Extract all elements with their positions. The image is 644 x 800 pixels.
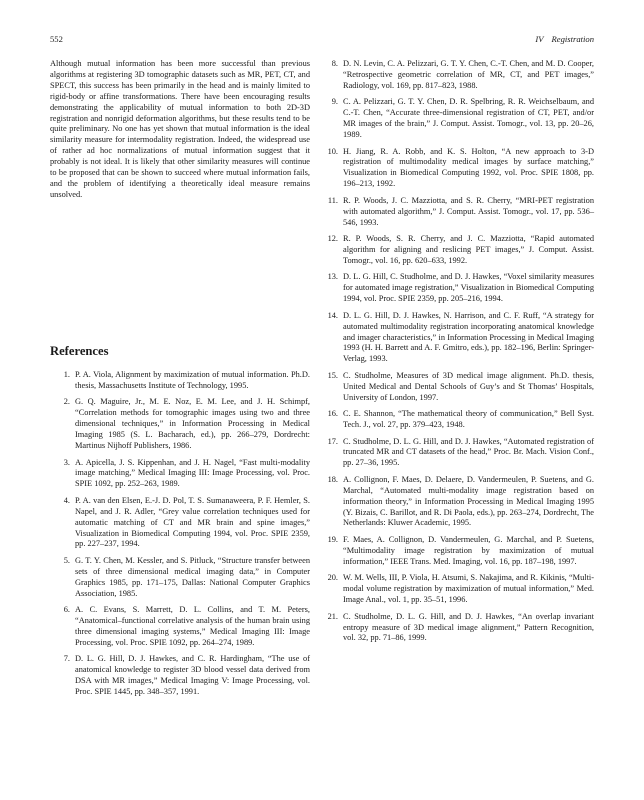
reference-item — [316, 437, 594, 470]
reference-list-left — [50, 370, 310, 704]
reference-number: 8. — [331, 59, 338, 68]
reference-text: D. L. G. Hill, D. J. Hawkes, N. Harrison, and C. F. Ruff, “A strategy for automated multimodality registration incorporating anatomical knowledge and imager characteristics,” in Information Processing in Medical Imaging 1993 (H. H. Barrett and A. F. Gmitro, eds.), pp. 182–196, Berlin: Springer-Verlag, 1993. — [343, 310, 594, 364]
reference-number: 3. — [63, 457, 70, 467]
reference-text: D. L. G. Hill, D. J. Hawkes, and C. R. Hardingham, “The use of anatomical knowledge to register 3D blood vessel data derived from DSA with MR images,” Medical Imaging V: Image Processing, vol. Proc. SPIE 1445, pp. 348–357, 1991. — [75, 654, 310, 697]
reference-number: 1. — [63, 370, 70, 379]
reference-item — [50, 370, 310, 392]
reference-number: 16. — [327, 409, 338, 419]
reference-text: C. Studholme, Measures of 3D medical image alignment. Ph.D. thesis, United Medical and Dental Schools of Guy’s and St Thomas’ Hospitals, University of London, 1997. — [343, 370, 594, 402]
reference-item — [316, 196, 594, 229]
reference-item — [50, 458, 310, 491]
references-heading: References — [50, 344, 109, 358]
reference-item — [316, 272, 594, 305]
reference-item — [316, 371, 594, 404]
intro-paragraph: Although mutual information has been more successful than previous algorithms at registering 3D tomographic datasets such as MR, PET, CT, and SPECT, this success has been primarily in the head and is mainly limited to rigid-body or affine transformations. There have been encouraging results demonstrating the applicability of mutual information to both 2D-3D registration and nonrigid deformation algorithms, but these results tend to be quite preliminary. No one has yet shown that mutual information is the ideal similarity measure for intermodality registration. Indeed, the widespread use of rather ad hoc normalizations of mutual information suggest that it probably is not ideal. It is likely that other similarity measures will continue to be proposed that can be shown to succeed where mutual information fails, and the problem of identifying a theoretically ideal measure remains unsolved. — [50, 59, 310, 199]
reference-number: 11. — [327, 195, 338, 205]
reference-text: F. Maes, A. Collignon, D. Vandermeulen, G. Marchal, and P. Suetens, “Multimodality image registration by maximization of mutual information,” IEEE Trans. Med. Imaging, vol. 16, pp. 187–198, 1997. — [343, 534, 594, 566]
section-number: IV — [535, 34, 544, 44]
reference-number: 18. — [327, 474, 338, 484]
reference-number: 2. — [63, 397, 70, 407]
section-title: Registration — [551, 34, 594, 44]
reference-text: D. L. G. Hill, C. Studholme, and D. J. Hawkes, “Voxel similarity measures for automated image registration,” Visualization in Biomedical Computing 1994, vol. Proc. SPIE 2359, pp. 205–216, 1994. — [343, 272, 594, 304]
reference-item — [316, 612, 594, 645]
running-header — [50, 34, 594, 50]
reference-text: A. Collignon, F. Maes, D. Delaere, D. Vandermeulen, P. Suetens, and G. Marchal, “Automated multi-modality image registration based on information theory,” in Information Processing in Medical Imaging 1995 (Y. Bizais, C. Barillot, and R. Di Paola, eds.), pp. 263–274, Dordrecht, The Netherlands: Kluwer Academic, 1995. — [343, 474, 594, 528]
reference-text: C. A. Pelizzari, G. T. Y. Chen, D. R. Spelbring, R. R. Weichselbaum, and C.-T. Chen, “Accurate three-dimensional registration of CT, PET, and/or MR images of the brain,” J. Comput. Assist. Tomogr., vol. 13, pp. 20–26, 1989. — [343, 97, 594, 140]
page — [50, 34, 594, 697]
reference-text: C. E. Shannon, “The mathematical theory of communication,” Bell Syst. Tech. J., vol. 27, pp. 379–423, 1948. — [343, 409, 594, 430]
reference-text: C. Studholme, D. L. G. Hill, and D. J. Hawkes, “Automated registration of truncated MR and CT datasets of the head,” Proc. Br. Mach. Vision Conf., pp. 27–36, 1995. — [343, 436, 594, 468]
reference-text: R. P. Woods, S. R. Cherry, and J. C. Mazziotta, “Rapid automated algorithm for aligning and reslicing PET images,” J. Comput. Assist. Tomogr., vol. 16, pp. 620–633, 1992. — [343, 234, 594, 265]
reference-item — [316, 311, 594, 366]
reference-text: G. Q. Maguire, Jr., M. E. Noz, E. M. Lee, and J. H. Schimpf, “Correlation methods for tomographic images using two and three dimensional techniques,” in Information Processing in Medical Imaging 1985 (S. L. Bacharach, ed.), pp. 266–279, Dordrecht: Martinus Nijhoff Publishers, 1986. — [75, 397, 310, 451]
reference-text: G. T. Y. Chen, M. Kessler, and S. Pitluck, “Structure transfer between sets of three dimensional medical imaging data,” in Computer Graphics 1985, pp. 171–175, Dallas: National Computer Graphics Association, 1985. — [75, 555, 310, 598]
reference-number: 4. — [63, 495, 70, 505]
reference-text: R. P. Woods, J. C. Mazziotta, and S. R. Cherry, “MRI-PET registration with automated algorithm,” J. Comput. Assist. Tomogr., vol. 17, pp. 536–546, 1993. — [343, 195, 594, 227]
reference-item — [50, 397, 310, 452]
reference-number: 10. — [327, 146, 338, 156]
reference-number: 15. — [327, 370, 338, 380]
reference-text: H. Jiang, R. A. Robb, and K. S. Holton, “A new approach to 3-D registration of multimodality medical images by surface matching,” Visualization in Biomedical Computing 1992, vol. Proc. SPIE 1808, pp. 196–213, 1992. — [343, 146, 594, 189]
reference-number: 20. — [327, 573, 338, 583]
reference-number: 12. — [327, 234, 338, 244]
reference-text: A. Apicella, J. S. Kippenhan, and J. H. Nagel, “Fast multi-modality image matching,” Medical Imaging III: Image Processing, vol. Proc. SPIE 1092, pp. 252–263, 1989. — [75, 457, 310, 489]
reference-item — [50, 496, 310, 551]
reference-item — [316, 475, 594, 530]
right-column — [316, 59, 594, 650]
reference-item — [50, 605, 310, 649]
reference-number: 13. — [327, 272, 338, 282]
reference-text: D. N. Levin, C. A. Pelizzari, G. T. Y. Chen, C.-T. Chen, and M. D. Cooper, “Retrospective geometric correlation of MR, CT, and PET images,” Radiology, vol. 169, pp. 817–823, 1988. — [343, 59, 594, 90]
reference-number: 7. — [63, 654, 70, 664]
reference-item — [316, 97, 594, 141]
reference-text: P. A. Viola, Alignment by maximization of mutual information. Ph.D. thesis, Massachusetts Institute of Technology, 1995. — [75, 370, 310, 390]
reference-number: 21. — [327, 611, 338, 621]
section-label — [535, 34, 594, 44]
reference-item — [316, 535, 594, 568]
reference-item — [316, 573, 594, 606]
reference-item — [316, 59, 594, 92]
reference-text: A. C. Evans, S. Marrett, D. L. Collins, and T. M. Peters, “Anatomical–functional correlative analysis of the human brain using three dimensional imaging systems,” Medical Imaging III: Image Processing, vol. Proc. SPIE 1092, pp. 264–274, 1989. — [75, 605, 310, 647]
reference-number: 14. — [327, 310, 338, 320]
reference-item — [316, 147, 594, 191]
page-number: 552 — [50, 34, 63, 44]
reference-text: W. M. Wells, III, P. Viola, H. Atsumi, S. Nakajima, and R. Kikinis, “Multi-modal volume registration by maximization of mutual information,” Med. Image Anal., vol. 1, pp. 35–51, 1996. — [343, 573, 594, 605]
reference-number: 5. — [63, 555, 70, 565]
reference-text: C. Studholme, D. L. G. Hill, and D. J. Hawkes, “An overlap invariant entropy measure of 3D medical image alignment,” Pattern Recognition, vol. 32, pp. 71–86, 1999. — [343, 611, 594, 643]
reference-number: 17. — [327, 436, 338, 446]
reference-text: P. A. van den Elsen, E.-J. D. Pol, T. S. Sumanaweera, P. F. Hemler, S. Napel, and J. R. Adler, “Grey value correlation techniques used for automatic matching of CT and MR brain and spine images,” Visualization in Biomedical Computing 1994, vol. Proc. SPIE 2359, pp. 227–237, 1994. — [75, 495, 310, 549]
reference-number: 9. — [331, 97, 338, 107]
reference-item — [316, 409, 594, 431]
reference-item — [50, 654, 310, 698]
reference-item — [316, 234, 594, 267]
reference-number: 19. — [327, 534, 338, 544]
reference-item — [50, 556, 310, 600]
left-column — [50, 59, 310, 697]
reference-number: 6. — [63, 605, 70, 615]
